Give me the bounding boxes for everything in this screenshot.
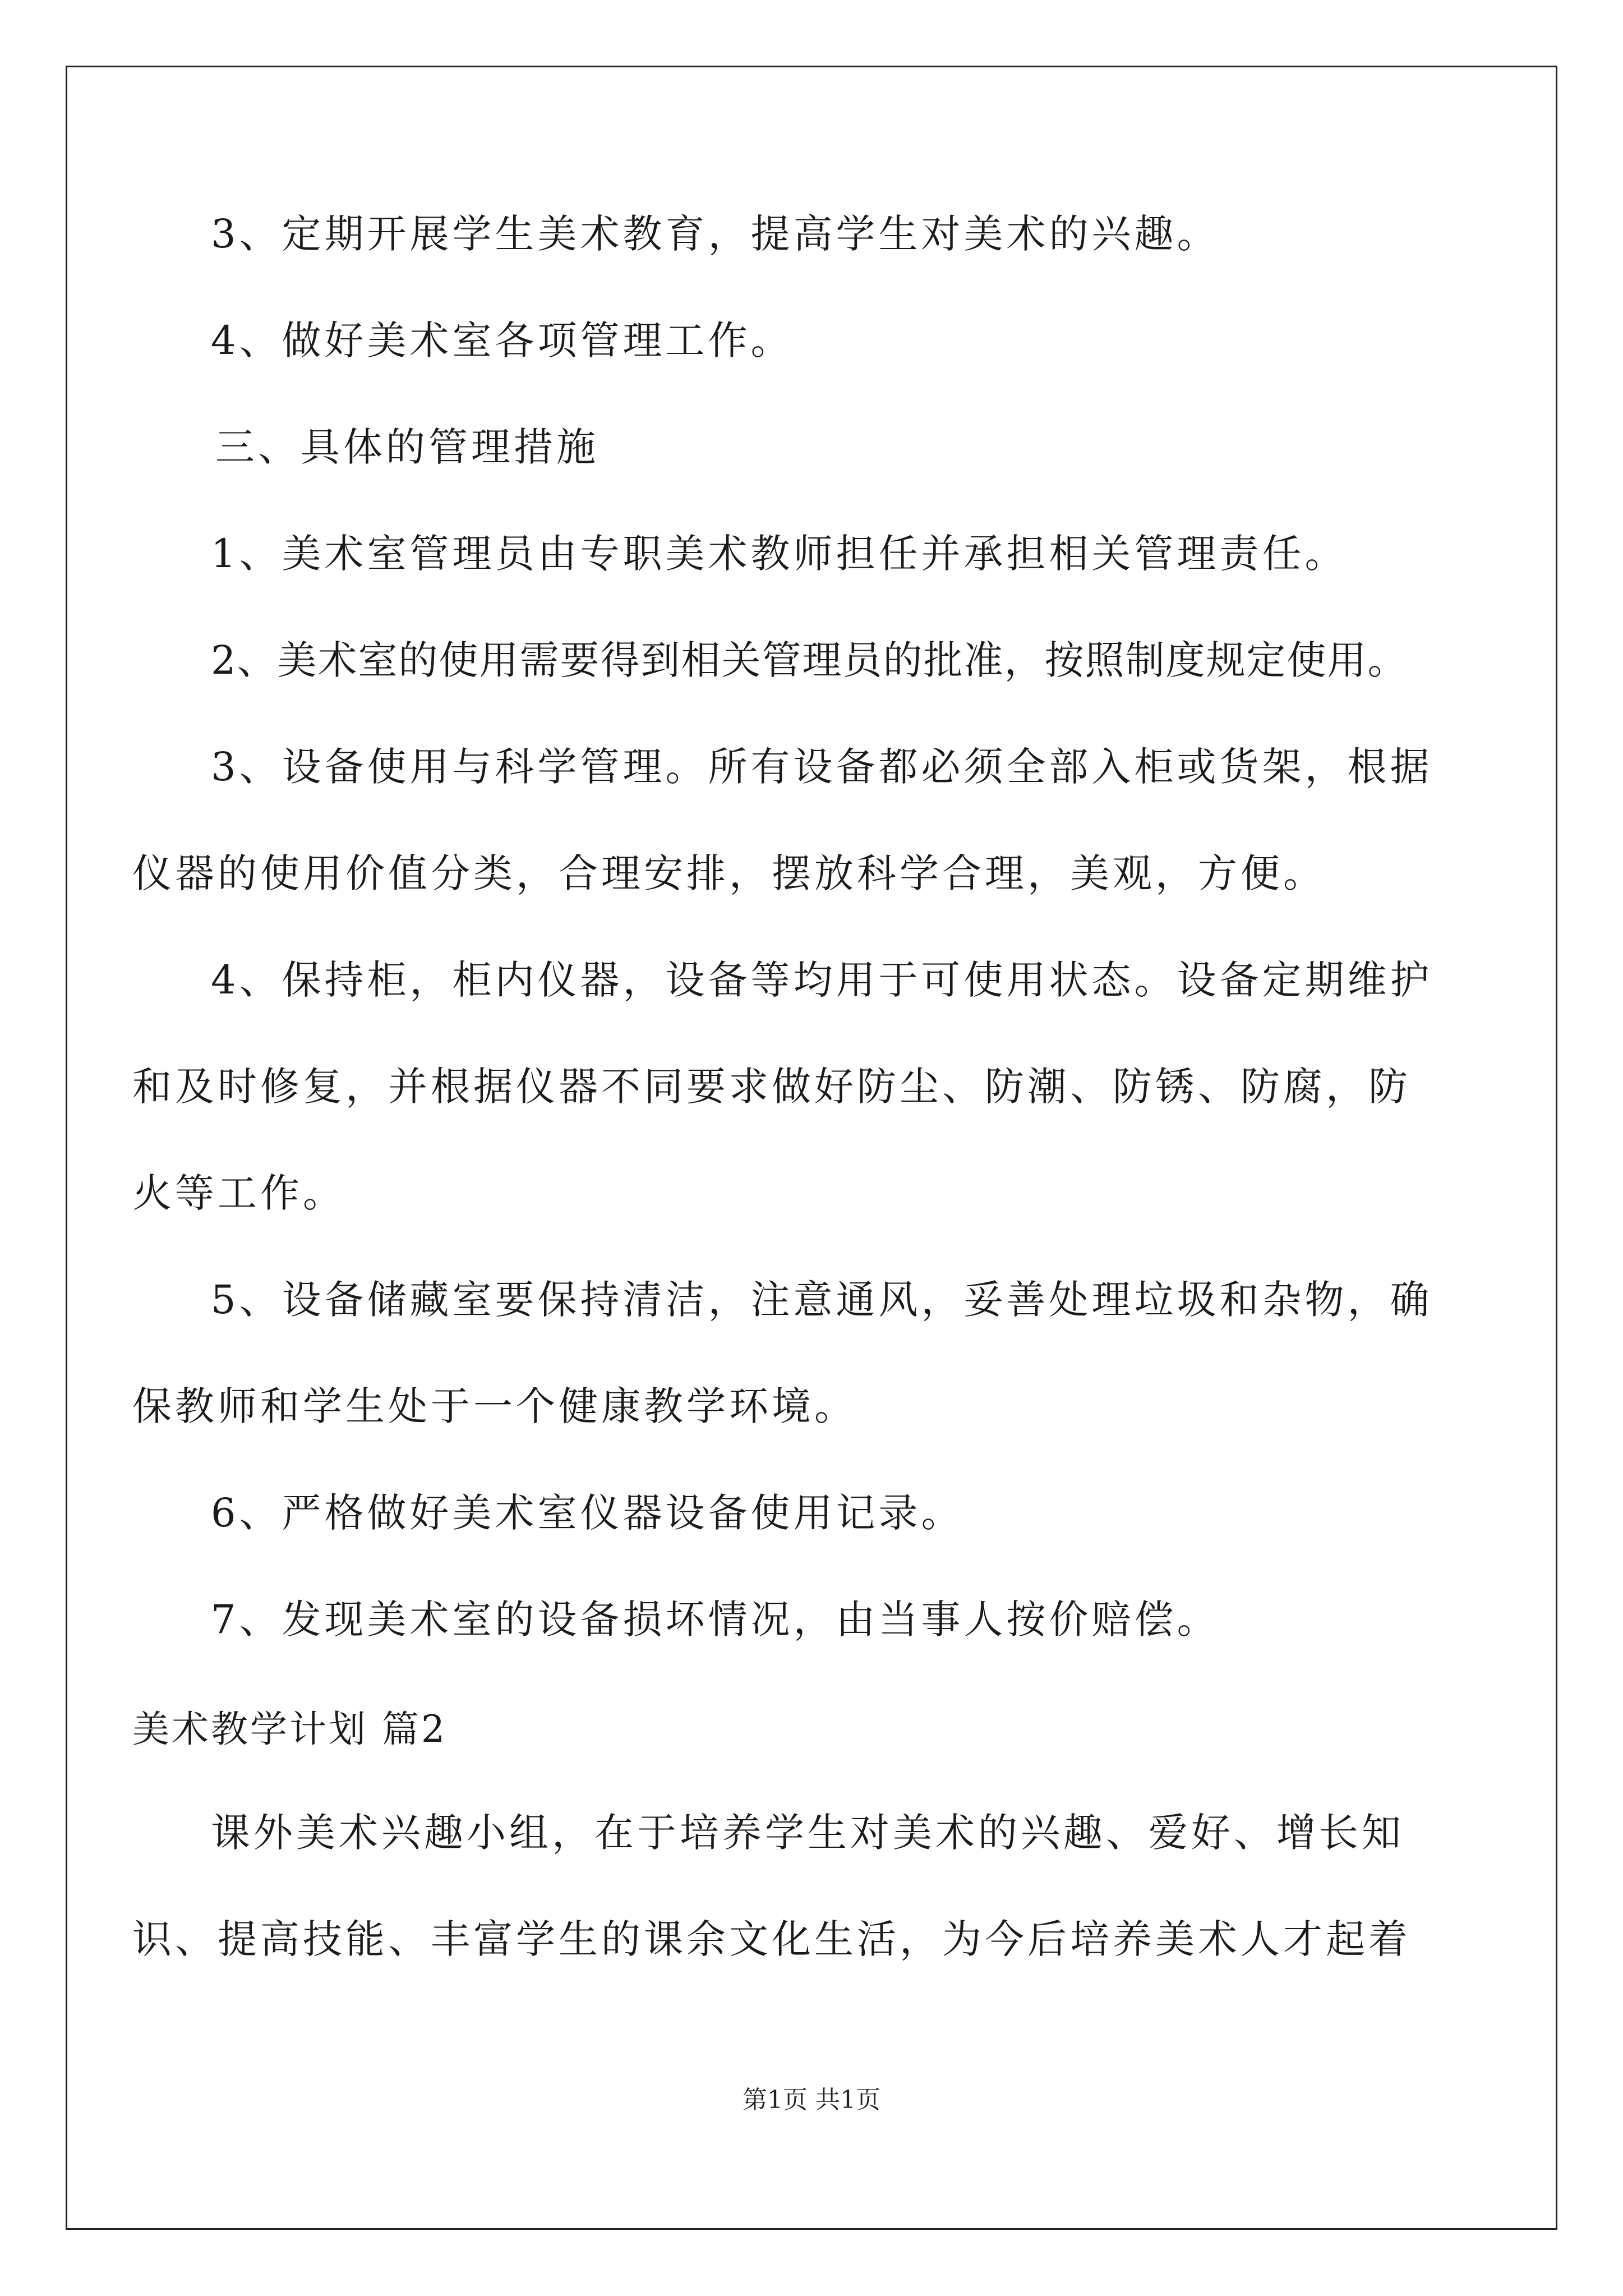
paragraph-line: 仪器的使用价值分类，合理安排，摆放科学合理，美观，方便。: [132, 850, 1326, 896]
paragraph-line: 6、严格做好美术室仪器设备使用记录。: [211, 1490, 964, 1536]
paragraph-line: 火等工作。: [132, 1170, 345, 1216]
section-title: 美术教学计划 篇2: [132, 1708, 447, 1751]
paragraph-line: 2、美术室的使用需要得到相关管理员的批准，按照制度规定使用。: [211, 637, 1408, 683]
page-footer: 第1页 共1页: [743, 2086, 880, 2114]
paragraph-line: 4、保持柜，柜内仪器，设备等均用于可使用状态。设备定期维护: [211, 957, 1433, 1003]
paragraph-line: 1、美术室管理员由专职美术教师担任并承担相关管理责任。: [211, 531, 1348, 577]
section-heading: 三、具体的管理措施: [215, 424, 599, 470]
page-border: [66, 66, 1557, 2230]
paragraph-line: 7、发现美术室的设备损坏情况，由当事人按价赔偿。: [211, 1596, 1220, 1642]
paragraph-line: 识、提高技能、丰富学生的课余文化生活，为今后培养美术人才起着: [132, 1916, 1411, 1962]
paragraph-line: 4、做好美术室各项管理工作。: [211, 318, 794, 364]
paragraph-line: 和及时修复，并根据仪器不同要求做好防尘、防潮、防锈、防腐，防: [132, 1064, 1411, 1110]
paragraph-line: 3、设备使用与科学管理。所有设备都必须全部入柜或货架，根据: [211, 744, 1433, 790]
paragraph-line: 课外美术兴趣小组，在于培养学生对美术的兴趣、爱好、增长知: [211, 1810, 1404, 1856]
paragraph-line: 3、定期开展学生美术教育，提高学生对美术的兴趣。: [211, 211, 1220, 257]
paragraph-line: 保教师和学生处于一个健康教学环境。: [132, 1383, 857, 1429]
paragraph-line: 5、设备储藏室要保持清洁，注意通风，妥善处理垃圾和杂物，确: [211, 1277, 1433, 1323]
